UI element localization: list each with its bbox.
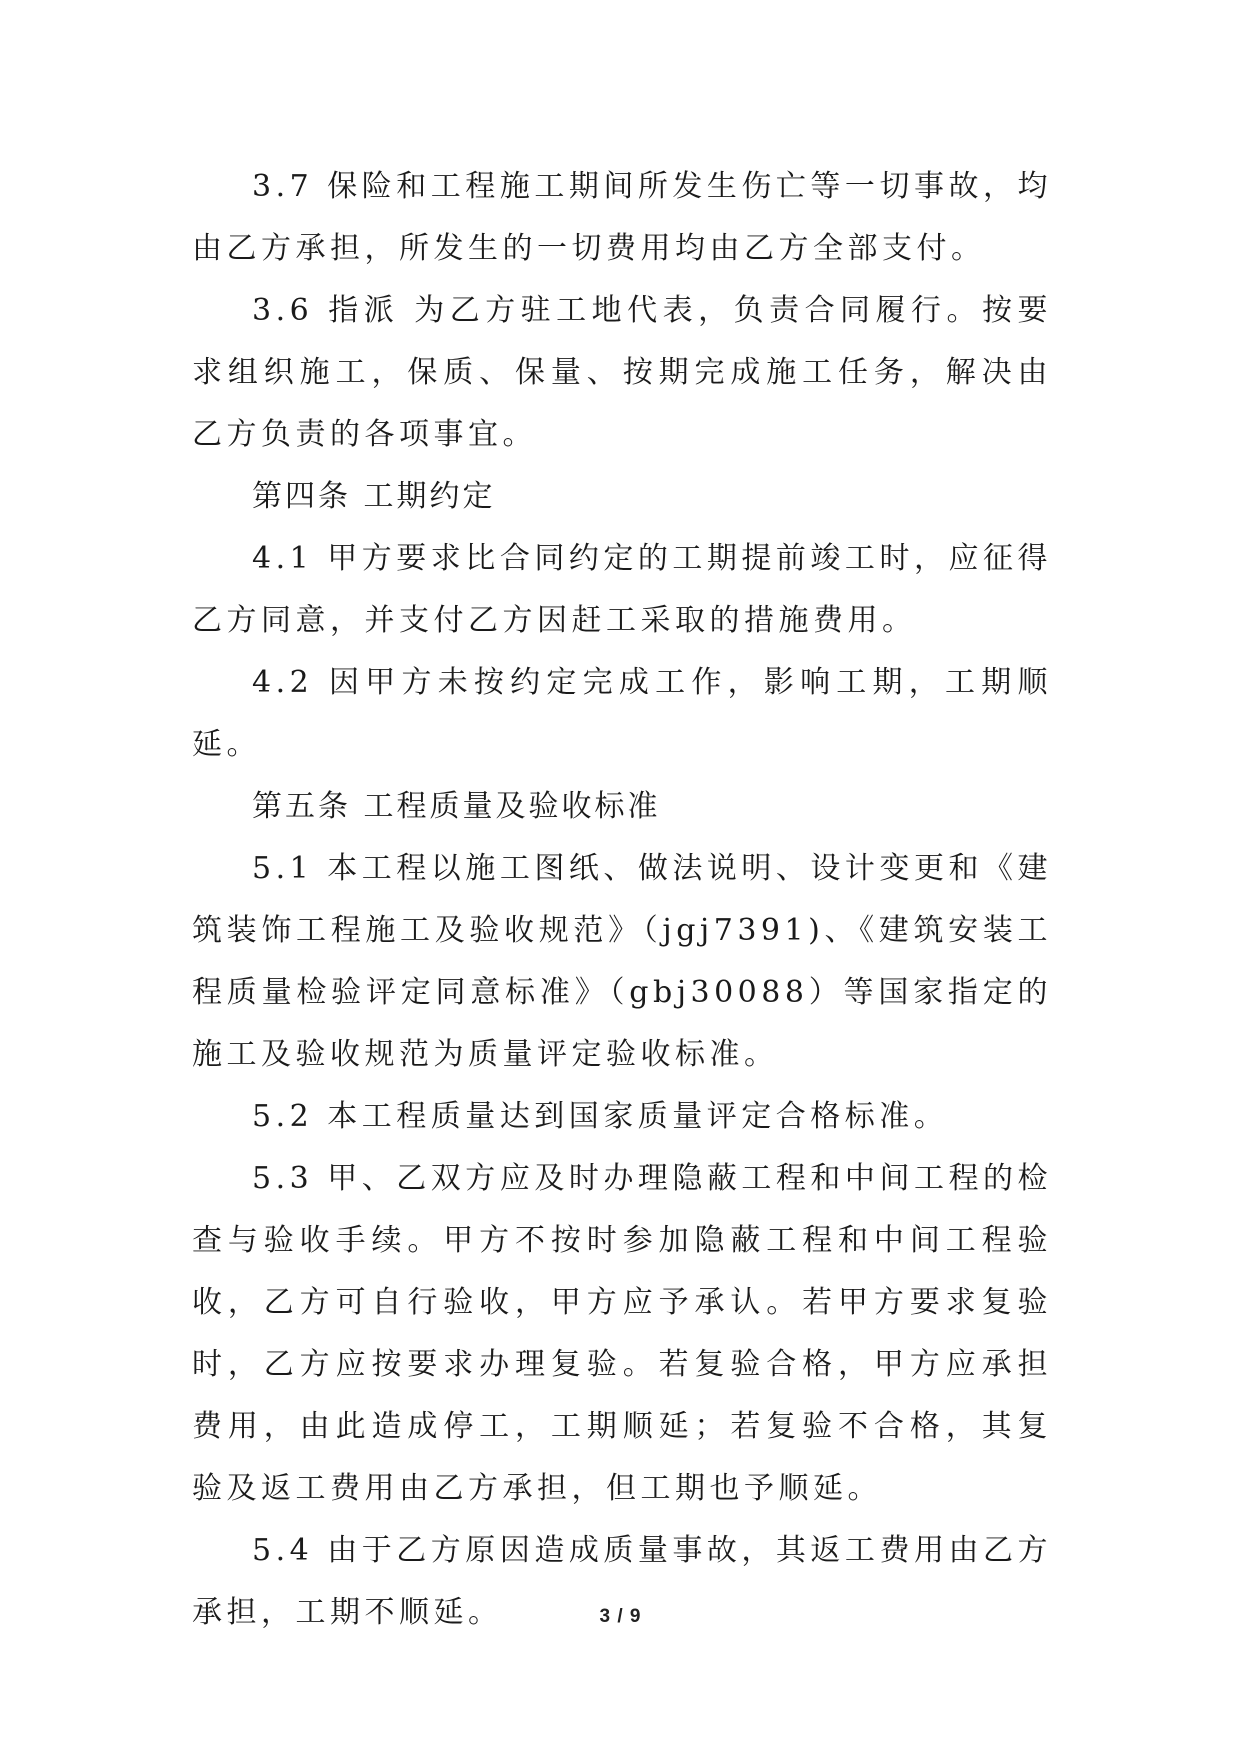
article-4-heading: 第四条 工期约定 [252, 479, 496, 514]
clause-5-4: 5.4 由于乙方原因造成质量事故，其返工费用由乙方承担，工期不顺延。 [192, 1533, 1052, 1630]
clause-5-3: 5.3 甲、乙双方应及时办理隐蔽工程和中间工程的检查与验收手续。甲方不按时参加隐蔽工程和中间工程验收，乙方可自行验收，甲方应予承认。若甲方要求复验时，乙方应按要求办理复验。若复验合格，甲方应承担费用，由此造成停工，工期顺延；若复验不合格，其复验及返工费用由乙方承担，但工期也予顺延。 [192, 1161, 1052, 1506]
clause-5-2: 5.2 本工程质量达到国家质量评定合格标准。 [252, 1099, 949, 1134]
article-5-heading: 第五条 工程质量及验收标准 [252, 789, 661, 824]
clause-4-1: 4.1 甲方要求比合同约定的工期提前竣工时，应征得乙方同意，并支付乙方因赶工采取的措施费用。 [192, 541, 1052, 638]
clause-3-6: 3.6 指派 为乙方驻工地代表，负责合同履行。按要求组织施工，保质、保量、按期完成施工任务，解决由乙方负责的各项事宜。 [192, 293, 1052, 452]
document-body [192, 156, 1052, 1644]
page-number: 3 / 9 [599, 1606, 642, 1627]
clause-4-2: 4.2 因甲方未按约定完成工作，影响工期，工期顺延。 [192, 665, 1052, 762]
clause-5-1: 5.1 本工程以施工图纸、做法说明、设计变更和《建筑装饰工程施工及验收规范》（jgj7391)、《建筑安装工程质量检验评定同意标准》（gbj30088）等国家指定的施工及验收规范为质量评定验收标准。 [192, 851, 1052, 1072]
clause-3-7: 3.7 保险和工程施工期间所发生伤亡等一切事故，均由乙方承担，所发生的一切费用均由乙方全部支付。 [192, 169, 1052, 266]
